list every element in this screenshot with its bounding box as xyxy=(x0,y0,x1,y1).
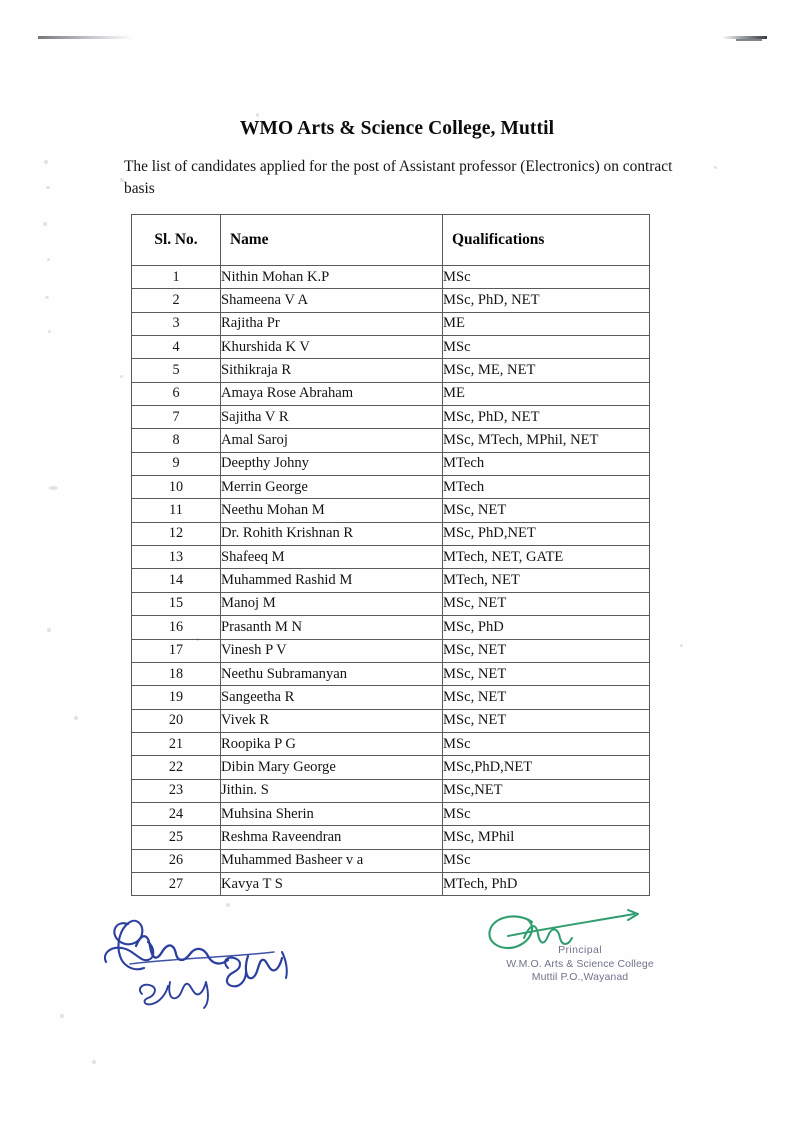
cell-sl-no: 12 xyxy=(132,522,221,545)
cell-name: Reshma Raveendran xyxy=(221,826,443,849)
cell-sl-no: 7 xyxy=(132,406,221,429)
scan-speck xyxy=(74,716,78,720)
stamp-line-address: Muttil P.O.,Wayanad xyxy=(531,971,629,983)
cell-qualifications: MSc, PhD xyxy=(443,616,650,639)
cell-name: Deepthy Johny xyxy=(221,452,443,475)
scan-speck xyxy=(46,186,50,189)
cell-sl-no: 17 xyxy=(132,639,221,662)
cell-sl-no: 9 xyxy=(132,452,221,475)
cell-qualifications: MTech, NET xyxy=(443,569,650,592)
table-row xyxy=(132,382,650,405)
table-row xyxy=(132,826,650,849)
cell-qualifications: MSc xyxy=(443,802,650,825)
cell-qualifications: MSc xyxy=(443,266,650,289)
table-row xyxy=(132,639,650,662)
cell-qualifications: MTech, NET, GATE xyxy=(443,546,650,569)
cell-name: Kavya T S xyxy=(221,872,443,895)
handwritten-signature xyxy=(96,910,306,1010)
table-body xyxy=(132,266,650,896)
scan-speck xyxy=(92,1060,96,1064)
table-row xyxy=(132,429,650,452)
cell-sl-no: 10 xyxy=(132,476,221,499)
scan-speck xyxy=(120,375,123,378)
stamp-line-college: W.M.O. Arts & Science College xyxy=(506,957,654,970)
scan-speck xyxy=(47,628,51,632)
table-row xyxy=(132,476,650,499)
cell-sl-no: 11 xyxy=(132,499,221,522)
table-header-row xyxy=(132,215,650,266)
cell-sl-no: 27 xyxy=(132,872,221,895)
cell-qualifications: MSc, MPhil xyxy=(443,826,650,849)
table-row xyxy=(132,779,650,802)
scan-speck xyxy=(680,644,683,647)
cell-sl-no: 8 xyxy=(132,429,221,452)
table-row xyxy=(132,662,650,685)
cell-qualifications: MSc xyxy=(443,336,650,359)
table-row xyxy=(132,452,650,475)
principal-stamp-text xyxy=(470,944,690,985)
column-header-sl-no: Sl. No. xyxy=(132,215,221,266)
table-row xyxy=(132,406,650,429)
cell-qualifications: MSc, ME, NET xyxy=(443,359,650,382)
cell-name: Vivek R xyxy=(221,709,443,732)
stamp-line-principal: Principal xyxy=(558,944,602,956)
cell-qualifications: MSc, NET xyxy=(443,639,650,662)
cell-name: Muhsina Sherin xyxy=(221,802,443,825)
cell-name: Manoj M xyxy=(221,592,443,615)
table-row xyxy=(132,266,650,289)
cell-sl-no: 3 xyxy=(132,312,221,335)
cell-name: Rajitha Pr xyxy=(221,312,443,335)
cell-sl-no: 14 xyxy=(132,569,221,592)
page-title: WMO Arts & Science College, Muttil xyxy=(239,118,555,139)
table-row xyxy=(132,802,650,825)
cell-name: Sithikraja R xyxy=(221,359,443,382)
cell-name: Neethu Subramanyan xyxy=(221,662,443,685)
cell-qualifications: MTech xyxy=(443,452,650,475)
cell-name: Sajitha V R xyxy=(221,406,443,429)
scan-speck xyxy=(714,166,717,169)
cell-name: Merrin George xyxy=(221,476,443,499)
cell-sl-no: 21 xyxy=(132,732,221,755)
cell-name: Amal Saroj xyxy=(221,429,443,452)
scan-speck xyxy=(256,113,259,117)
cell-qualifications: MSc,NET xyxy=(443,779,650,802)
table-row xyxy=(132,592,650,615)
cell-name: Roopika P G xyxy=(221,732,443,755)
cell-sl-no: 13 xyxy=(132,546,221,569)
table-row xyxy=(132,569,650,592)
cell-name: Amaya Rose Abraham xyxy=(221,382,443,405)
scan-speck xyxy=(44,160,48,164)
scan-speck xyxy=(45,296,49,299)
cell-qualifications: ME xyxy=(443,382,650,405)
cell-name: Vinesh P V xyxy=(221,639,443,662)
cell-qualifications: MSc, NET xyxy=(443,662,650,685)
cell-sl-no: 16 xyxy=(132,616,221,639)
table-row xyxy=(132,616,650,639)
cell-name: Prasanth M N xyxy=(221,616,443,639)
cell-name: Shafeeq M xyxy=(221,546,443,569)
cell-sl-no: 23 xyxy=(132,779,221,802)
scan-artifact-top-left xyxy=(38,36,133,39)
cell-name: Muhammed Basheer v a xyxy=(221,849,443,872)
column-header-name: Name xyxy=(221,215,443,266)
cell-qualifications: MSc,PhD,NET xyxy=(443,756,650,779)
cell-sl-no: 26 xyxy=(132,849,221,872)
table-row xyxy=(132,336,650,359)
table-row xyxy=(132,849,650,872)
cell-name: Dibin Mary George xyxy=(221,756,443,779)
cell-name: Muhammed Rashid M xyxy=(221,569,443,592)
scan-artifact-top-right-dark xyxy=(736,39,762,41)
cell-sl-no: 2 xyxy=(132,289,221,312)
table-row xyxy=(132,756,650,779)
table-row xyxy=(132,732,650,755)
candidates-table xyxy=(131,214,650,896)
table-row xyxy=(132,312,650,335)
cell-sl-no: 1 xyxy=(132,266,221,289)
cell-sl-no: 19 xyxy=(132,686,221,709)
cell-qualifications: MSc, NET xyxy=(443,592,650,615)
scan-speck xyxy=(226,903,230,907)
cell-sl-no: 4 xyxy=(132,336,221,359)
cell-qualifications: MTech xyxy=(443,476,650,499)
cell-name: Nithin Mohan K.P xyxy=(221,266,443,289)
table-row xyxy=(132,546,650,569)
cell-sl-no: 20 xyxy=(132,709,221,732)
scan-speck xyxy=(43,222,47,226)
cell-sl-no: 24 xyxy=(132,802,221,825)
scan-speck xyxy=(47,258,50,261)
table-row xyxy=(132,686,650,709)
cell-name: Sangeetha R xyxy=(221,686,443,709)
scan-speck xyxy=(60,1014,64,1018)
cell-qualifications: ME xyxy=(443,312,650,335)
cell-qualifications: MSc, PhD, NET xyxy=(443,406,650,429)
cell-name: Khurshida K V xyxy=(221,336,443,359)
cell-name: Neethu Mohan M xyxy=(221,499,443,522)
cell-qualifications: MSc, PhD, NET xyxy=(443,289,650,312)
cell-sl-no: 22 xyxy=(132,756,221,779)
cell-qualifications: MTech, PhD xyxy=(443,872,650,895)
table-row xyxy=(132,359,650,382)
scan-speck xyxy=(49,486,58,490)
cell-name: Shameena V A xyxy=(221,289,443,312)
table-header xyxy=(132,215,650,266)
scan-speck xyxy=(48,330,51,333)
cell-sl-no: 25 xyxy=(132,826,221,849)
cell-name: Jithin. S xyxy=(221,779,443,802)
cell-qualifications: MSc xyxy=(443,849,650,872)
cell-qualifications: MSc, MTech, MPhil, NET xyxy=(443,429,650,452)
table-row xyxy=(132,709,650,732)
cell-sl-no: 15 xyxy=(132,592,221,615)
candidates-table-container xyxy=(131,214,649,896)
intro-paragraph: The list of candidates applied for the post of Assistant professor (Electronics) on contract basis xyxy=(124,158,673,197)
table-row xyxy=(132,522,650,545)
cell-sl-no: 5 xyxy=(132,359,221,382)
cell-sl-no: 18 xyxy=(132,662,221,685)
cell-qualifications: MSc, PhD,NET xyxy=(443,522,650,545)
cell-qualifications: MSc, NET xyxy=(443,709,650,732)
table-row xyxy=(132,289,650,312)
cell-qualifications: MSc xyxy=(443,732,650,755)
cell-sl-no: 6 xyxy=(132,382,221,405)
cell-name: Dr. Rohith Krishnan R xyxy=(221,522,443,545)
cell-qualifications: MSc, NET xyxy=(443,499,650,522)
column-header-qualifications: Qualifications xyxy=(443,215,650,266)
table-row xyxy=(132,499,650,522)
table-row xyxy=(132,872,650,895)
cell-qualifications: MSc, NET xyxy=(443,686,650,709)
